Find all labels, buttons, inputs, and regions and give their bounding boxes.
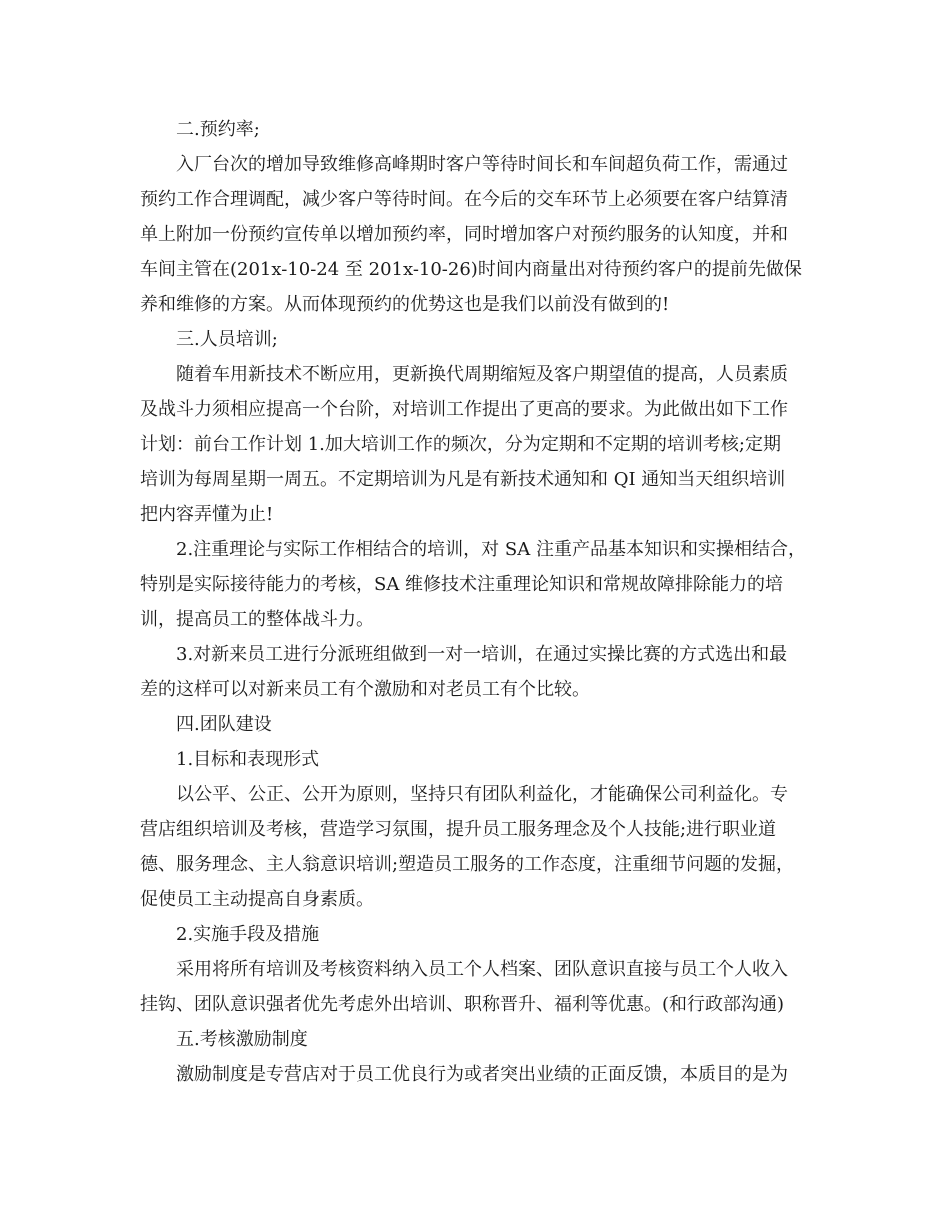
text-line: 入厂台次的增加导致维修高峰期时客户等待时间长和车间超负荷工作，需通过	[176, 154, 788, 175]
text-line: 养和维修的方案。从而体现预约的优势这也是我们以前没有做到的!	[140, 294, 670, 315]
text-line: 3.对新来员工进行分派班组做到一对一培训，在通过实操比赛的方式选出和最	[176, 644, 788, 665]
text-line: 促使员工主动提高自身素质。	[140, 889, 374, 910]
text-line: 单上附加一份预约宣传单以增加预约率，同时增加客户对预约服务的认知度，并和	[140, 224, 788, 245]
text-line: 及战斗力须相应提高一个台阶，对培训工作提出了更高的要求。为此做出如下工作	[140, 399, 788, 420]
text-line: 预约工作合理调配，减少客户等待时间。在今后的交车环节上必须要在客户结算清	[140, 189, 788, 210]
text-line: 差的这样可以对新来员工有个激励和对老员工有个比较。	[140, 679, 590, 700]
text-line: 2.实施手段及措施	[176, 924, 320, 945]
text-line: 三.人员培训;	[176, 329, 278, 350]
text-line: 随着车用新技术不断应用，更新换代周期缩短及客户期望值的提高，人员素质	[176, 364, 788, 385]
text-line: 1.目标和表现形式	[176, 749, 320, 770]
text-line: 五.考核激励制度	[176, 1029, 308, 1050]
text-line: 把内容弄懂为止!	[140, 504, 274, 525]
text-line: 二.预约率;	[176, 119, 260, 140]
text-line: 四.团队建设	[176, 714, 272, 735]
text-line: 以公平、公正、公开为原则，坚持只有团队利益化，才能确保公司利益化。专	[176, 784, 788, 805]
text-line: 2.注重理论与实际工作相结合的培训，对 SA 注重产品基本知识和实操相结合，	[176, 539, 806, 560]
document-page	[140, 112, 820, 1092]
text-line: 挂钩、团队意识强者优先考虑外出培训、职称晋升、福利等优惠。(和行政部沟通)	[140, 994, 785, 1015]
text-line: 激励制度是专营店对于员工优良行为或者突出业绩的正面反馈，本质目的是为	[176, 1064, 788, 1085]
text-line: 车间主管在(201x-10-24 至 201x-10-26)时间内商量出对待预约客户的提前先做保	[140, 259, 802, 280]
text-line: 德、服务理念、主人翁意识培训;塑造员工服务的工作态度，注重细节问题的发掘，	[140, 854, 795, 875]
text-line: 训，提高员工的整体战斗力。	[140, 609, 374, 630]
text-line: 营店组织培训及考核，营造学习氛围，提升员工服务理念及个人技能;进行职业道	[140, 819, 777, 840]
text-line: 特别是实际接待能力的考核，SA 维修技术注重理论知识和常规故障排除能力的培	[140, 574, 784, 595]
text-line: 培训为每周星期一周五。不定期培训为凡是有新技术通知和 QI 通知当天组织培训	[140, 469, 786, 490]
text-line: 采用将所有培训及考核资料纳入员工个人档案、团队意识直接与员工个人收入	[176, 959, 788, 980]
text-line: 计划：前台工作计划 1.加大培训工作的频次，分为定期和不定期的培训考核;定期	[140, 434, 781, 455]
